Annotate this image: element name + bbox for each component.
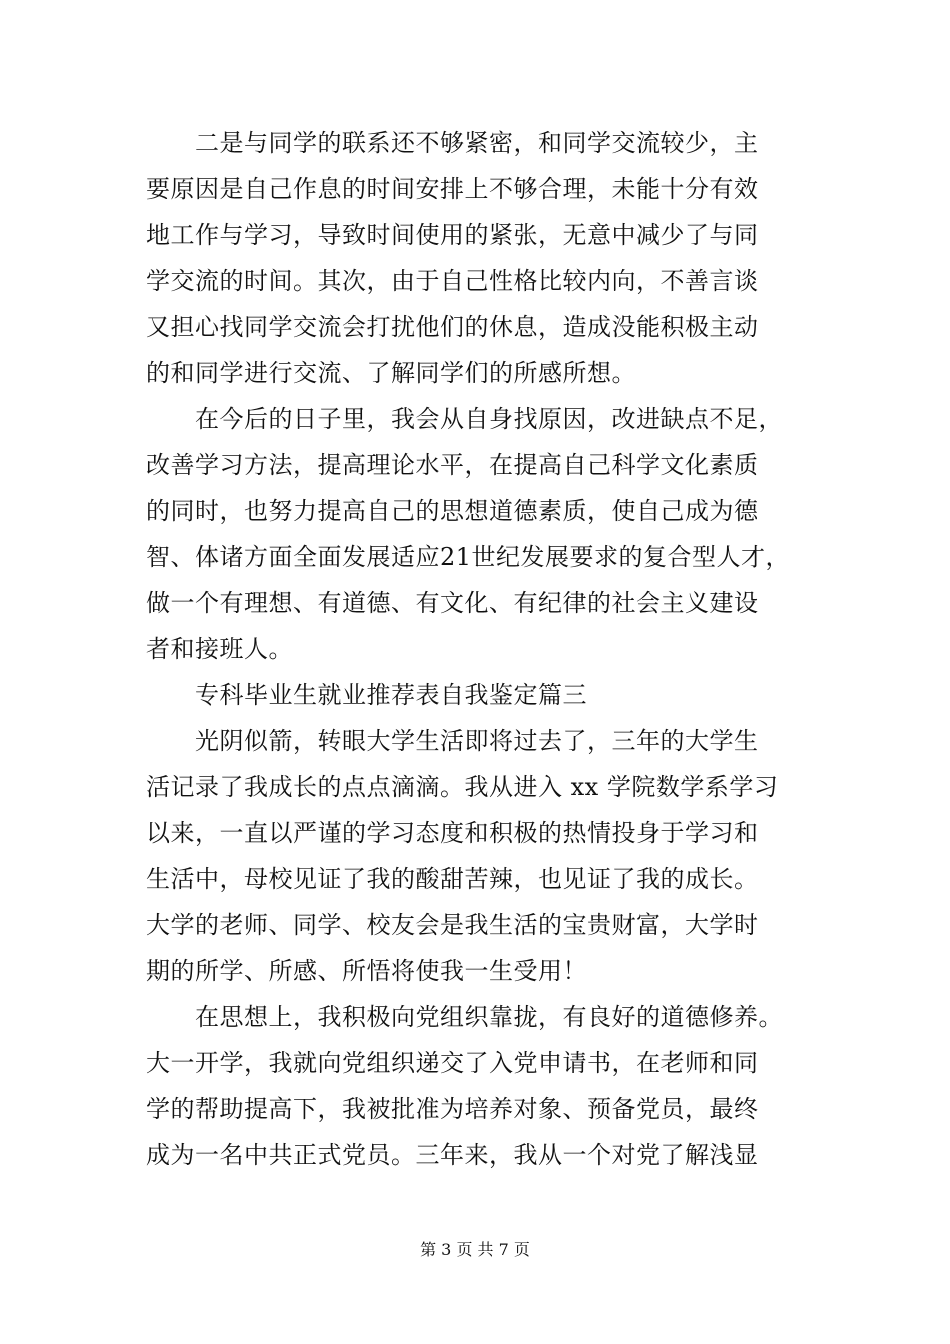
text-line: 活记录了我成长的点点滴滴。我从进入 xx 学院数学系学习 [146,773,779,801]
text-line: 成为一名中共正式党员。三年来，我从一个对党了解浅显 [146,1141,759,1169]
text-line: 的同时，也努力提高自己的思想道德素质，使自己成为德 [146,497,759,525]
text-line: 大一开学，我就向党组织递交了入党申请书，在老师和同 [146,1049,759,1077]
text-line: 二是与同学的联系还不够紧密，和同学交流较少，主 [195,129,759,157]
text-line: 又担心找同学交流会打扰他们的休息，造成没能积极主动 [146,313,759,341]
text-line: 改善学习方法，提高理论水平，在提高自己科学文化素质 [146,451,759,479]
text-line: 光阴似箭，转眼大学生活即将过去了，三年的大学生 [195,727,759,755]
text-line: 要原因是自己作息的时间安排上不够合理，未能十分有效 [146,175,759,203]
text-line: 在今后的日子里，我会从自身找原因，改进缺点不足， [195,405,783,433]
text-line: 大学的老师、同学、校友会是我生活的宝贵财富，大学时 [146,911,759,939]
text-line: 地工作与学习，导致时间使用的紧张，无意中减少了与同 [146,221,759,249]
text-line: 期的所学、所感、所悟将使我一生受用！ [146,957,587,985]
text-line: 在思想上，我积极向党组织靠拢，有良好的道德修养。 [195,1003,783,1031]
text-line: 以来，一直以严谨的学习态度和积极的热情投身于学习和 [146,819,759,847]
text-line: 生活中，母校见证了我的酸甜苦辣，也见证了我的成长。 [146,865,759,893]
text-line: 智、体诸方面全面发展适应21世纪发展要求的复合型人才， [146,543,791,571]
document-body [146,120,836,1178]
text-line: 者和接班人。 [146,635,293,663]
text-line: 学的帮助提高下，我被批准为培养对象、预备党员，最终 [146,1095,759,1123]
section-heading: 专科毕业生就业推荐表自我鉴定篇三 [195,681,587,709]
text-line: 学交流的时间。其次，由于自己性格比较内向，不善言谈 [146,267,759,295]
page-number: 第 3 页 共 7 页 [420,1240,530,1259]
text-line: 做一个有理想、有道德、有文化、有纪律的社会主义建设 [146,589,759,617]
text-line: 的和同学进行交流、了解同学们的所感所想。 [146,359,636,387]
